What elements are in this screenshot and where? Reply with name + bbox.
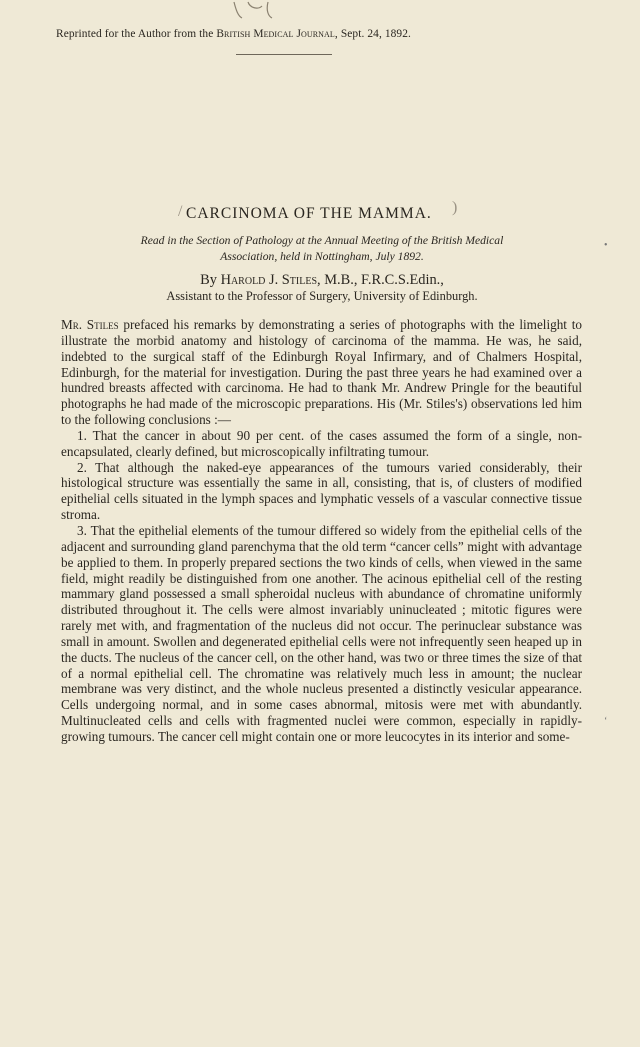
intro-text: prefaced his remarks by demonstrating a series of photographs with the limelight to illustrate the morbid anatomy and histology of carcinoma of the mamma. He was, he said, indebted to the surgical staff of the Edinburgh Royal Infirmary, and of Chalmers Hospital, Edinburgh, for the material for investigation. During the past three years he had examined over a hundred breasts affected with carcinoma. He had to thank Mr. Andrew Pringle for the beautiful photographs he had made of the microscopic preparations. His (Mr. Stiles's) observations led him to the following conclusions :— [61,317,582,428]
pencil-mark-right: ) [452,199,458,216]
read-note-line-2: Association, held in Nottingham, July 1892. [220,250,424,263]
journal-name: British Medical Journal, [216,28,338,40]
conclusion-3: 3. That the epithelial elements of the tumour differed so widely from the epithelial cells of the adjacent and surrounding gland parenchyma that the old term “cancer cells” might with advantage be applied to them. In properly prepared sections the two kinds of cells, when viewed in the same field, might readily be distinguished from one another. The acinous epithelial cell of the resting mammary gland possessed a small spheroidal nucleus with abundance of chromatine uniformly distributed throughout it. The cells were almost invariably uninucleated ; mitotic figures were rarely met with, and fragmentation of the nucleus did not occur. The perinuclear substance was small in amount. Swollen and degenerated epithelial cells were not infrequently seen heaped up in the ducts. The nucleus of the cancer cell, on the other hand, was two or three times the size of that of a normal epithelial cell. The chromatine was relatively much less in amount; the nuclear membrane was very distinct, and the whole nucleus presented a distinctly vesicular appearance. Cells undergoing normal, and in some cases abnormal, mitosis were met with abundantly. Multinucleated cells and cells with fragmented nuclei were common, especially in rapidly-growing tumours. The cancer cell might contain one or more leucocytes in its interior and some- [61,522,582,744]
article-body [61,317,582,745]
margin-tick: ‘ [604,716,608,727]
header-rule [236,54,332,55]
conclusion-1: 1. That the cancer in about 90 per cent. of the cases assumed the form of a single, non-encapsulated, clearly defined, but microscopically infiltrating tumour. [61,427,582,459]
reprint-date: Sept. 24, 1892. [340,28,411,40]
author-name: Harold J. Stiles, [220,272,321,288]
byline [62,271,582,289]
intro-paragraph [61,317,582,428]
read-note-line-1: Read in the Section of Pathology at the Annual Meeting of the British Medical [140,234,504,247]
read-note [62,233,582,265]
pencil-mark-left: / [178,203,183,220]
article-title: CARCINOMA OF THE MAMMA. [186,205,432,222]
author-affiliation: Assistant to the Professor of Surgery, University of Edinburgh. [166,289,478,303]
conclusion-2: 2. That although the naked-eye appearances of the tumours varied considerably, their histological structure was essentially the same in all, consisting, that is, of clusters of modified epithelial cells situated in the lymph spaces and lymphatic vessels of a vascular connective tissue stroma. [61,459,582,523]
margin-dot: • [604,240,608,251]
reprint-notice [56,28,616,40]
intro-name: Mr. Stiles [61,317,119,332]
byline-prefix: By [200,272,217,288]
handwritten-scribble [228,0,288,22]
author-degrees: M.B., F.R.C.S.Edin., [324,272,444,288]
reprint-prefix: Reprinted for the Author from the [56,28,214,40]
